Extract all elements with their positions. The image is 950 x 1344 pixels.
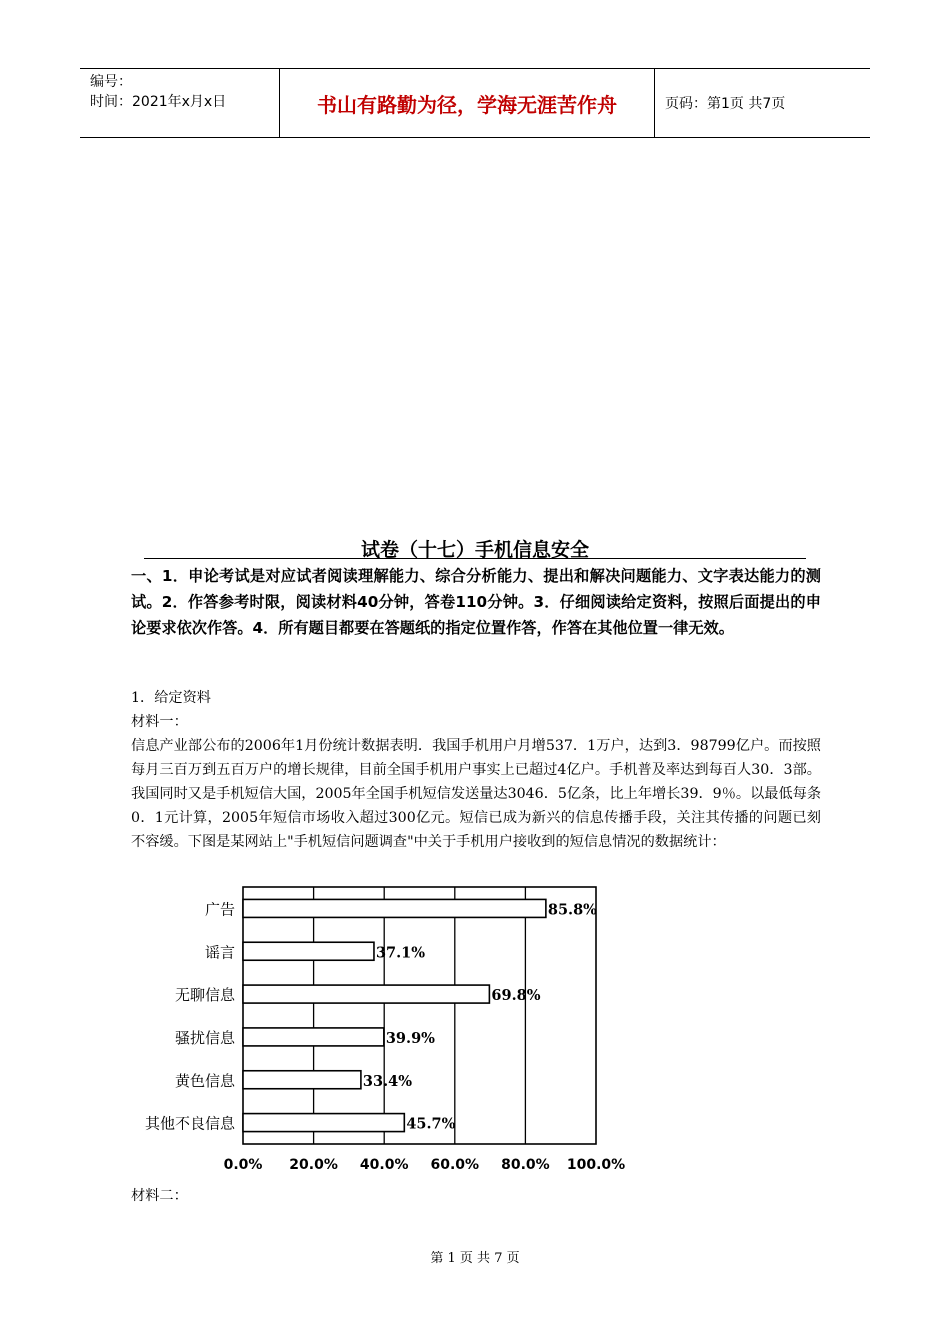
document-number-label: 编号： [90,74,132,90]
exam-instructions: 一、1．申论考试是对应试者阅读理解能力、综合分析能力、提出和解决问题能力、文字表达能力的测试。2．作答参考时限，阅读材料40分钟，答卷110分钟。3．仔细阅读给定资料，按照后面提出的申论要求依次作答。4．所有题目都要在答题纸的指定位置作答，作答在其他位置一律无效。 [131,567,821,637]
page-footer: 第 1 页 共 7 页 [430,1251,520,1266]
header-motto: 书山有路勤为径，学海无涯苦作舟 [280,69,655,137]
header-meta [80,69,280,137]
x-tick-label: 100.0% [566,1157,626,1173]
header-page-info: 页码：第1页 共7页 [665,96,786,112]
page-title: 试卷（十七）手机信息安全 [360,539,589,561]
value-label: 33.4% [362,1072,412,1090]
category-label: 其他不良信息 [144,1114,235,1133]
x-tick-label: 20.0% [289,1157,338,1173]
x-tick-label: 80.0% [501,1157,550,1173]
x-tick-label: 40.0% [359,1157,409,1173]
value-label: 39.9% [385,1029,435,1047]
bar [243,899,546,917]
bar [243,942,374,960]
bar [243,1114,404,1132]
value-label: 85.8% [547,901,597,919]
section-heading: 1．给定资料 [131,690,211,706]
category-label: 黄色信息 [174,1071,235,1090]
header-box [80,68,870,138]
value-label: 45.7% [406,1115,456,1133]
category-label: 无聊信息 [174,986,235,1005]
value-label: 37.1% [375,944,426,962]
category-label: 谣言 [204,943,235,962]
material1-paragraph: 信息产业部公布的2006年1月份统计数据表明．我国手机用户月增537．1万户，达到3．98799亿户。而按照每月三百万到五百万户的增长规律，目前全国手机用户事实上已超过4亿户。手机普及率达到每百人30．3部。我国同时又是手机短信大国，2005年全国手机短信发送量达3046．5亿条，比上年增长39．9％。以最低每条0．1元计算，2005年短信市场收入超过300亿元。短信已成为新兴的信息传播手段，关注其传播的问题已刻不容缓。下图是某网站上"手机短信问题调查"中关于手机用户接收到的短信息情况的数据统计： [131,738,822,850]
category-label: 骚扰信息 [174,1028,235,1047]
x-tick-label: 60.0% [430,1157,480,1173]
bar [243,1028,384,1046]
x-tick-label: 0.0% [223,1157,263,1173]
material2-label: 材料二： [131,1188,188,1204]
document-date-label: 时间：2021年x月x日 [90,94,227,110]
material1-label: 材料一： [131,714,188,730]
sms-survey-bar-chart [126,882,636,1182]
bar [243,1071,361,1089]
title-underline [144,558,806,559]
plot-frame [243,887,596,1144]
bar [243,985,489,1003]
value-label: 69.8% [491,987,541,1005]
category-label: 广告 [204,900,235,919]
